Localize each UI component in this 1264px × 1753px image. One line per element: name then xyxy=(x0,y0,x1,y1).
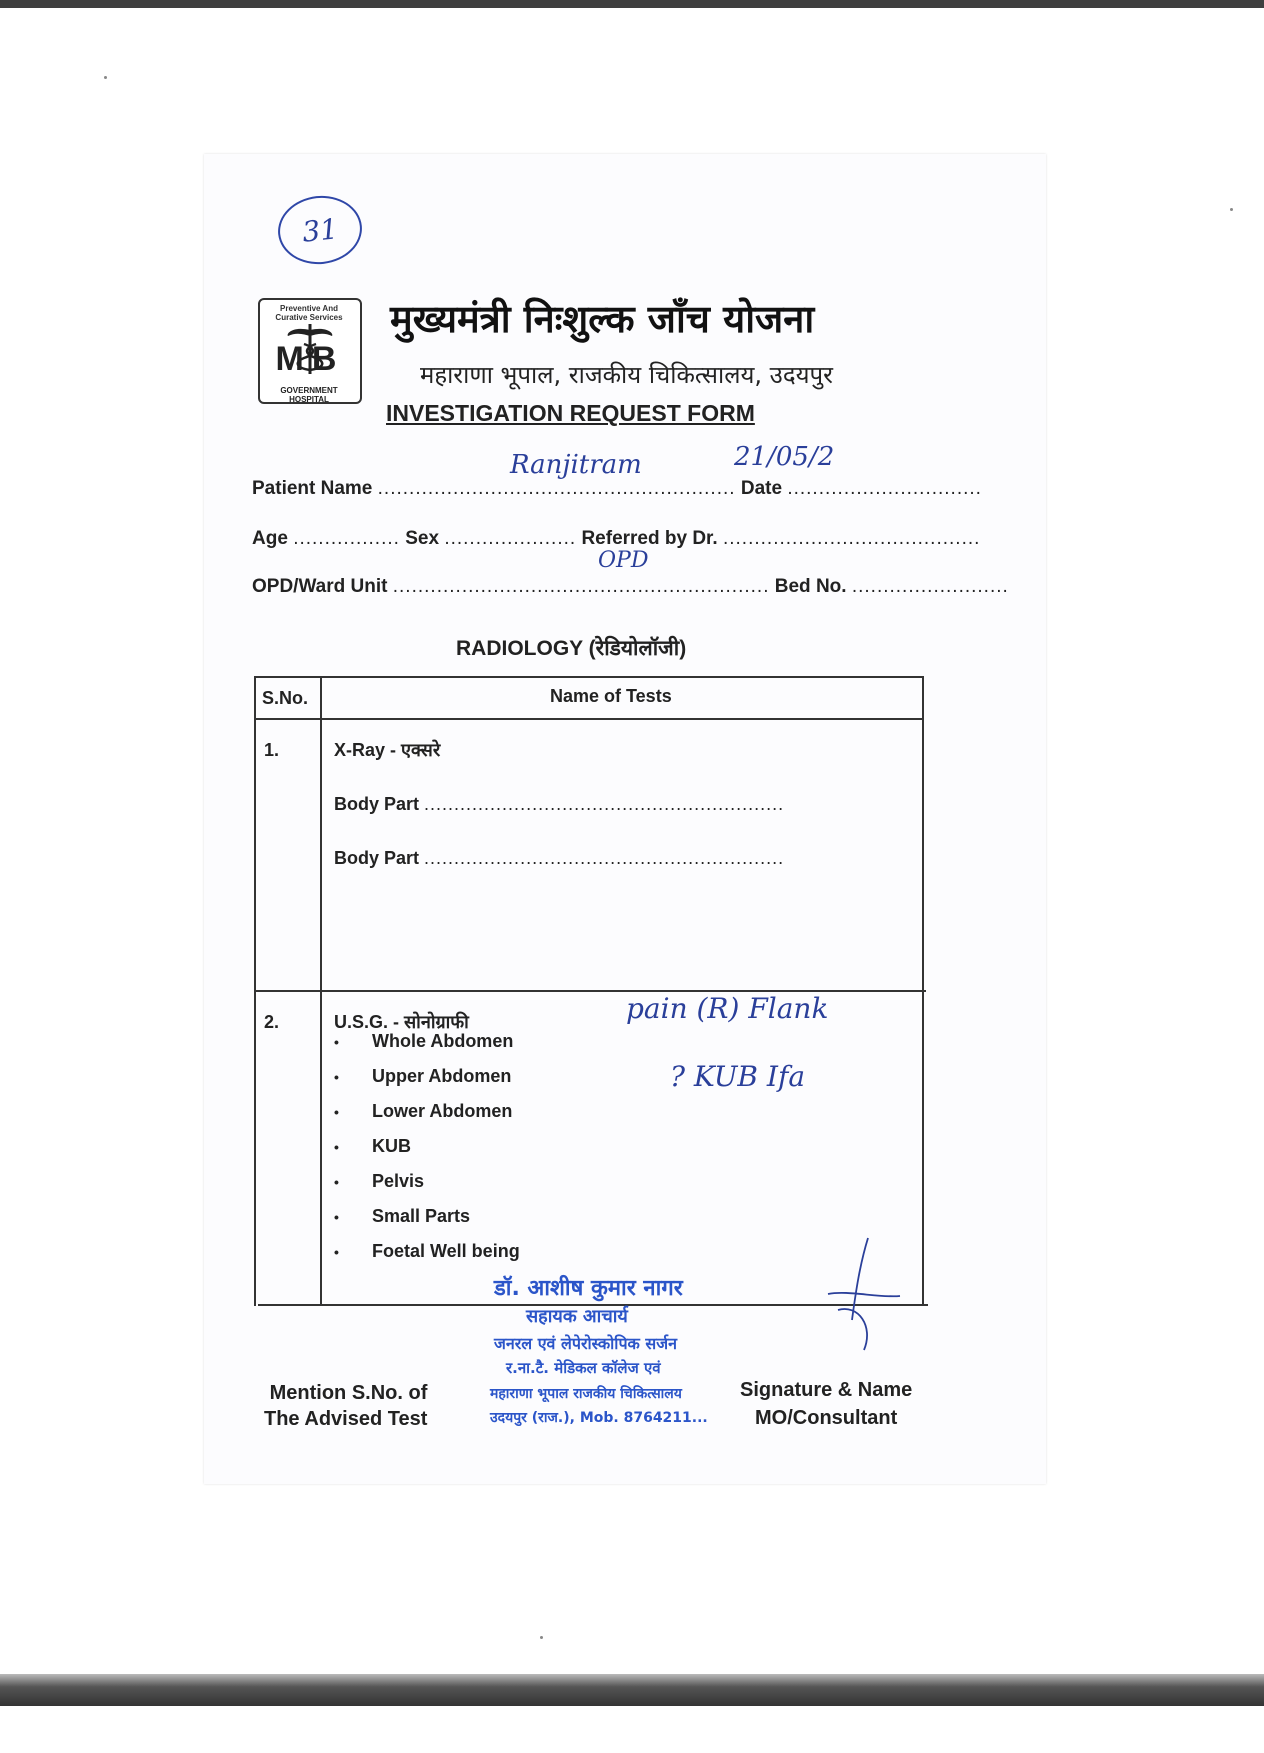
scan-speck xyxy=(540,1636,543,1639)
stamp-college: र.ना.टै. मेडिकल कॉलेज एवं xyxy=(506,1359,661,1377)
logo-bottom-text: GOVERNMENT HOSPITAL xyxy=(280,386,338,404)
date-label: Date xyxy=(740,478,783,499)
handwritten-note-1: pain (R) Flank xyxy=(626,992,829,1025)
list-item: • Lower Abdomen xyxy=(334,1094,520,1129)
body-part-label: Body Part xyxy=(334,794,420,814)
signature-mark xyxy=(808,1234,908,1354)
list-item: • Pelvis xyxy=(334,1164,520,1199)
table-border-left xyxy=(254,676,256,1306)
date-value: 21/05/2 xyxy=(734,442,835,472)
form-sheet xyxy=(204,154,1046,1484)
scan-speck xyxy=(104,76,107,79)
mention-line-1: Mention S.No. of xyxy=(269,1382,428,1404)
page-number-annotation: 31 xyxy=(275,192,366,268)
stamp-hospital: महाराणा भूपाल राजकीय चिकित्सालय xyxy=(490,1386,682,1402)
signature-label xyxy=(740,1376,912,1432)
section-title: RADIOLOGY (रेडियोलॉजी) xyxy=(456,637,687,660)
sex-label: Sex xyxy=(405,528,440,549)
stamp-designation: सहायक आचार्य xyxy=(526,1306,628,1327)
age-label: Age xyxy=(252,528,288,549)
age-sex-row xyxy=(252,528,980,550)
signature-line-1: Signature & Name xyxy=(740,1379,913,1401)
header-sno: S.No. xyxy=(262,688,309,708)
body-part-dots: ............................................................ xyxy=(424,794,785,814)
header-test-name: Name of Tests xyxy=(550,686,672,706)
date-dots: ............................... xyxy=(787,478,982,499)
mention-line-2: The Advised Test xyxy=(264,1408,428,1430)
opd-dots: ............................................................ xyxy=(392,576,770,597)
scan-speck xyxy=(1230,208,1233,211)
usg-label: U.S.G. - सोनोग्राफी xyxy=(334,1012,469,1032)
mention-sno-label xyxy=(264,1380,427,1432)
list-item: • Foetal Well being xyxy=(334,1234,520,1269)
stamp-doctor-name: डॉ. आशीष कुमार नागर xyxy=(494,1276,683,1301)
xray-body-part-1 xyxy=(334,794,784,815)
body-part-dots: ............................................................ xyxy=(424,848,785,868)
bed-dots: ......................... xyxy=(851,576,1009,597)
patient-name-label: Patient Name xyxy=(252,478,373,499)
signature-line-2: MO/Consultant xyxy=(755,1407,898,1429)
table-column-divider xyxy=(320,676,322,1306)
patient-name-row xyxy=(252,478,982,500)
patient-name-dots: ......................................................... xyxy=(377,478,736,499)
tests-table xyxy=(254,676,924,1306)
list-item: • KUB xyxy=(334,1129,520,1164)
opd-label: OPD/Ward Unit xyxy=(252,576,388,597)
table-border-top xyxy=(254,676,924,678)
stamp-specialty: जनरल एवं लेपेरोस्कोपिक सर्जन xyxy=(494,1334,677,1353)
age-dots: ................. xyxy=(293,528,400,549)
list-item: • Whole Abdomen xyxy=(334,1024,520,1059)
xray-sno: 1. xyxy=(264,740,280,760)
usg-sno: 2. xyxy=(264,1012,280,1032)
body-part-label: Body Part xyxy=(334,848,420,868)
usg-test-list xyxy=(334,1024,520,1269)
sex-dots: ..................... xyxy=(444,528,577,549)
xray-body-part-2 xyxy=(334,848,784,869)
patient-name-value: Ranjitram xyxy=(510,450,642,480)
bed-label: Bed No. xyxy=(774,576,847,597)
list-item: • Small Parts xyxy=(334,1199,520,1234)
hospital-name: महाराणा भूपाल, राजकीय चिकित्सालय, उदयपुर xyxy=(420,361,833,389)
form-title: INVESTIGATION REQUEST FORM xyxy=(386,400,755,426)
logo-letters: MB xyxy=(275,340,345,378)
handwritten-note-2: ? KUB Ifa xyxy=(670,1060,806,1093)
stamp-contact: उदयपुर (राज.), Mob. 8764211... xyxy=(490,1410,708,1426)
scan-border-top xyxy=(0,0,1264,8)
hospital-logo xyxy=(258,298,362,404)
opd-bed-row xyxy=(252,576,1009,598)
logo-arc-text: Preventive And Curative Services xyxy=(275,304,343,322)
list-item: • Upper Abdomen xyxy=(334,1059,520,1094)
opd-value: OPD xyxy=(598,548,649,573)
referred-by-dots: ......................................... xyxy=(722,528,981,549)
table-border-right xyxy=(922,676,924,1306)
scan-border-bottom xyxy=(0,1674,1264,1706)
xray-label: X-Ray - एक्सरे xyxy=(334,740,441,760)
table-header-divider xyxy=(254,718,924,720)
scheme-title: मुख्यमंत्री निःशुल्क जाँच योजना xyxy=(390,297,815,341)
referred-by-label: Referred by Dr. xyxy=(581,528,718,549)
